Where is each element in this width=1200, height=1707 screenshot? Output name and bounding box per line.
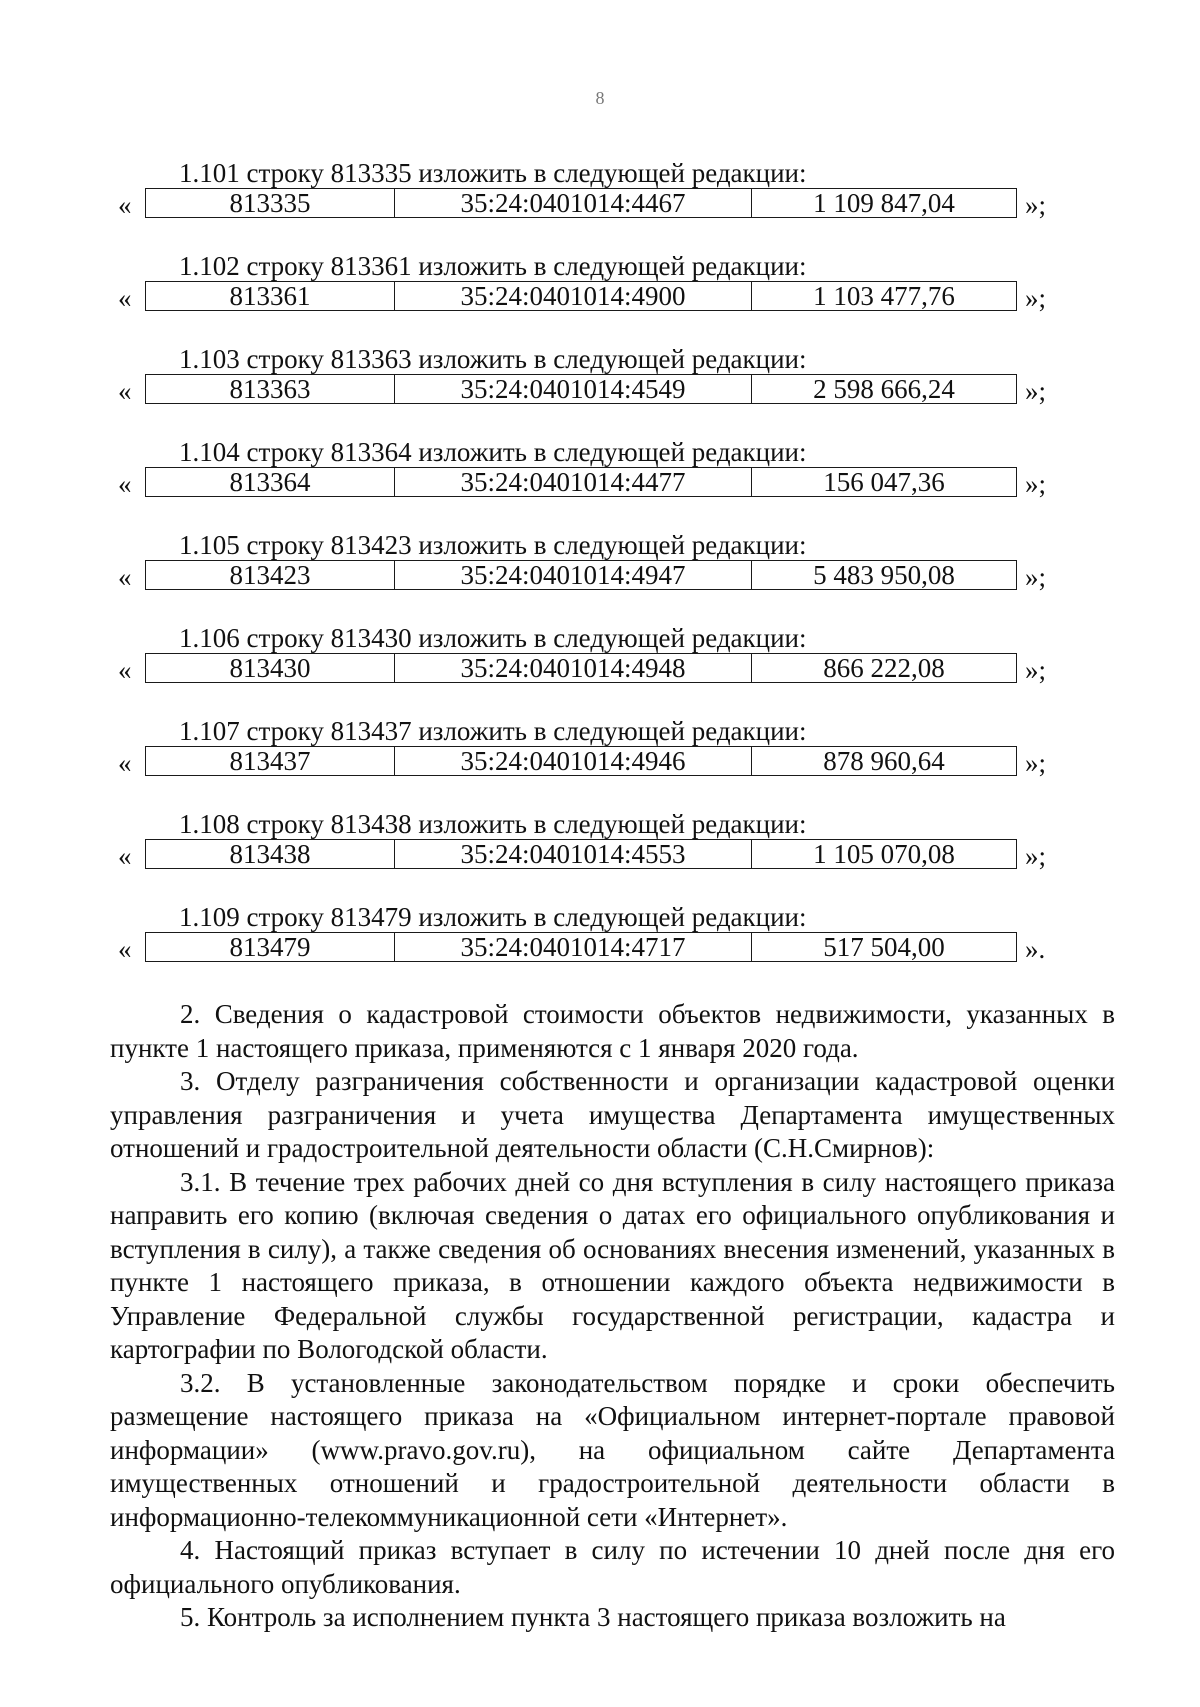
amendment-item	[0, 807, 1200, 900]
row-code-cell: 813438	[146, 840, 395, 869]
row-value-cell: 878 960,64	[752, 747, 1017, 776]
quote-close: »;	[1025, 841, 1047, 871]
quote-close: ».	[1025, 934, 1046, 964]
amendments-list	[0, 156, 1200, 993]
row-value-cell: 156 047,36	[752, 468, 1017, 497]
quote-open: «	[118, 469, 132, 499]
quote-close: »;	[1025, 748, 1047, 778]
amendment-row-table	[145, 188, 1017, 218]
amendment-heading: 1.102 строку 813361 изложить в следующей редакции:	[179, 251, 807, 281]
row-cadastral-cell: 35:24:0401014:4549	[395, 375, 752, 404]
row-value-cell: 2 598 666,24	[752, 375, 1017, 404]
row-code-cell: 813364	[146, 468, 395, 497]
quote-close: »;	[1025, 190, 1047, 220]
row-value-cell: 1 103 477,76	[752, 282, 1017, 311]
row-value-cell: 517 504,00	[752, 933, 1017, 962]
row-cadastral-cell: 35:24:0401014:4948	[395, 654, 752, 683]
row-code-cell: 813335	[146, 189, 395, 218]
row-value-cell: 1 109 847,04	[752, 189, 1017, 218]
amendment-heading: 1.106 строку 813430 изложить в следующей редакции:	[179, 623, 807, 653]
amendment-heading: 1.108 строку 813438 изложить в следующей редакции:	[179, 809, 807, 839]
row-cadastral-cell: 35:24:0401014:4900	[395, 282, 752, 311]
amendment-row-table	[145, 932, 1017, 962]
amendment-item	[0, 621, 1200, 714]
amendment-heading: 1.105 строку 813423 изложить в следующей редакции:	[179, 530, 807, 560]
row-code-cell: 813479	[146, 933, 395, 962]
quote-open: «	[118, 376, 132, 406]
paragraph: 3.1. В течение трех рабочих дней со дня вступления в силу настоящего приказа направить его копию (включая сведения о датах его официального опубликования и вступления в силу), а также сведения об основаниях внесения изменений, указанных в пункте 1 настоящего приказа, в отношении каждого объекта недвижимости в Управление Федеральной службы государственной регистрации, кадастра и картографии по Вологодской области.	[110, 1166, 1115, 1364]
amendment-item	[0, 342, 1200, 435]
amendment-row-table	[145, 839, 1017, 869]
row-value-cell: 866 222,08	[752, 654, 1017, 683]
row-cadastral-cell: 35:24:0401014:4467	[395, 189, 752, 218]
body-text	[110, 998, 1115, 1635]
row-code-cell: 813437	[146, 747, 395, 776]
amendment-heading: 1.109 строку 813479 изложить в следующей редакции:	[179, 902, 807, 932]
quote-open: «	[118, 562, 132, 592]
row-code-cell: 813423	[146, 561, 395, 590]
quote-open: «	[118, 934, 132, 964]
amendment-row-table	[145, 746, 1017, 776]
paragraph: 4. Настоящий приказ вступает в силу по истечении 10 дней после дня его официального опубликования.	[110, 1535, 1115, 1599]
amendment-row-table	[145, 560, 1017, 590]
amendment-row-table	[145, 467, 1017, 497]
amendment-heading: 1.104 строку 813364 изложить в следующей редакции:	[179, 437, 807, 467]
quote-open: «	[118, 190, 132, 220]
amendment-row-table	[145, 374, 1017, 404]
amendment-item	[0, 435, 1200, 528]
paragraph: 2. Сведения о кадастровой стоимости объектов недвижимости, указанных в пункте 1 настоящего приказа, применяются с 1 января 2020 года.	[110, 999, 1115, 1063]
row-value-cell: 5 483 950,08	[752, 561, 1017, 590]
row-cadastral-cell: 35:24:0401014:4946	[395, 747, 752, 776]
paragraph: 5. Контроль за исполнением пункта 3 настоящего приказа возложить на	[180, 1602, 1006, 1632]
page-number: 8	[595, 88, 605, 108]
row-cadastral-cell: 35:24:0401014:4477	[395, 468, 752, 497]
amendment-item	[0, 714, 1200, 807]
quote-open: «	[118, 748, 132, 778]
row-code-cell: 813361	[146, 282, 395, 311]
amendment-item	[0, 249, 1200, 342]
quote-close: »;	[1025, 283, 1047, 313]
row-value-cell: 1 105 070,08	[752, 840, 1017, 869]
quote-open: «	[118, 841, 132, 871]
row-cadastral-cell: 35:24:0401014:4553	[395, 840, 752, 869]
paragraph: 3. Отделу разграничения собственности и организации кадастровой оценки управления разграничения и учета имущества Департамента имущественных отношений и градостроительной деятельности области (С.Н.Смирнов):	[110, 1066, 1115, 1163]
amendment-heading: 1.101 строку 813335 изложить в следующей редакции:	[179, 158, 807, 188]
amendment-item	[0, 156, 1200, 249]
amendment-item	[0, 900, 1200, 993]
row-cadastral-cell: 35:24:0401014:4947	[395, 561, 752, 590]
quote-open: «	[118, 655, 132, 685]
quote-close: »;	[1025, 562, 1047, 592]
amendment-item	[0, 528, 1200, 621]
quote-open: «	[118, 283, 132, 313]
amendment-heading: 1.103 строку 813363 изложить в следующей редакции:	[179, 344, 807, 374]
row-code-cell: 813363	[146, 375, 395, 404]
row-code-cell: 813430	[146, 654, 395, 683]
amendment-heading: 1.107 строку 813437 изложить в следующей редакции:	[179, 716, 807, 746]
row-cadastral-cell: 35:24:0401014:4717	[395, 933, 752, 962]
amendment-row-table	[145, 653, 1017, 683]
paragraph: 3.2. В установленные законодательством порядке и сроки обеспечить размещение настоящего приказа на «Официальном интернет-портале правовой информации» (www.pravo.gov.ru), на официальном сайте Департамента имущественных отношений и градостроительной деятельности области в информационно-телекоммуникационной сети «Интернет».	[110, 1367, 1115, 1532]
quote-close: »;	[1025, 376, 1047, 406]
quote-close: »;	[1025, 655, 1047, 685]
amendment-row-table	[145, 281, 1017, 311]
quote-close: »;	[1025, 469, 1047, 499]
